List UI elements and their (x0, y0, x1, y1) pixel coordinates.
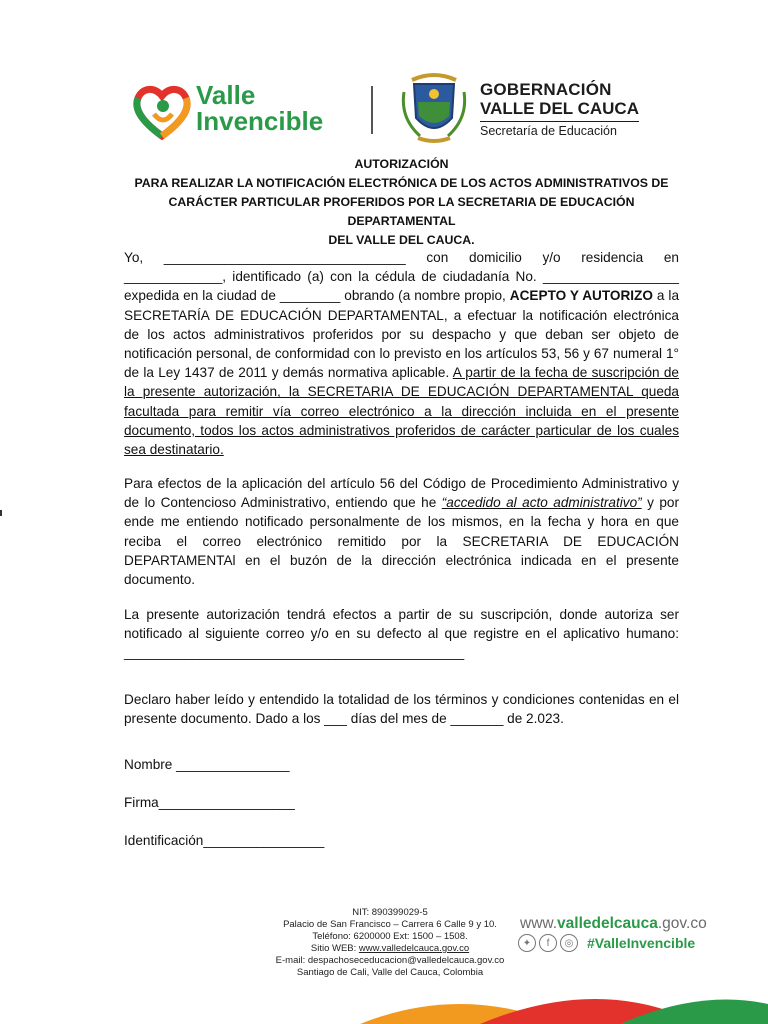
title-line-1: AUTORIZACIÓN (354, 157, 449, 171)
facebook-icon[interactable]: f (539, 934, 557, 952)
gov-line-3: Secretaría de Educación (480, 121, 639, 138)
title-line-2: PARA REALIZAR LA NOTIFICACIÓN ELECTRÓNICA DE LOS ACTOS ADMINISTRATIVOS DE (134, 176, 669, 190)
hashtag: #ValleInvencible (587, 935, 696, 951)
footer-nit: NIT: 890399029-5 (352, 907, 428, 918)
para2-italic: “accedido al acto administrativo” (441, 495, 642, 511)
heart-logo-icon (132, 84, 192, 140)
email-paragraph: La presente autorización tendrá efectos a partir de su suscripción, donde autoriza ser notificado al siguiente correo y/o en su defecto al que registre en el aplicativo humano: _____________________________________________ (124, 607, 679, 661)
footer-web (240, 943, 540, 955)
authorization-paragraph (124, 248, 679, 459)
coat-of-arms-icon (398, 72, 470, 146)
signature-field: Firma__________________ (124, 795, 295, 810)
footer-web-label: Sitio WEB: (310, 943, 359, 954)
notification-paragraph (124, 474, 679, 589)
para1-bold: ACEPTO Y AUTORIZO (509, 288, 653, 304)
site-url-prefix: www. (520, 915, 558, 932)
gov-line-2: VALLE DEL CAUCA (480, 99, 639, 118)
footer-city: Santiago de Cali, Valle del Cauca, Colombia (296, 967, 484, 978)
site-url-bold: valledelcauca (557, 915, 658, 932)
valle-invencible-logo (132, 78, 352, 142)
gov-line-1: GOBERNACIÓN (480, 80, 612, 99)
instagram-icon[interactable]: ◎ (560, 934, 578, 952)
logo-line-2: Invencible (196, 106, 324, 136)
footer-email: E-mail: despachoseceducacion@valledelcauca.gov.co (275, 955, 505, 966)
para1-text-a: Yo, ________________________________ con domicilio y/o residencia en _____________, identificado (a) con la cédula de ciudadanía No. __________________ expedida en la ciudad de ________ obrando (a nombre propio, (124, 250, 679, 304)
declaration-paragraph: Declaro haber leído y entendido la totalidad de los términos y condiciones contenidas en el presente documento. Dado a los ___ días del mes de _______ de 2.023. (124, 692, 679, 727)
para2-text-b: y por ende me entiendo notificado personalmente de los mismos, en la fecha y hora en que reciba el correo electrónico remitido por la SECRETARIA DE EDUCACIÓN DEPARTAMENTAl en el buzón de la dirección electrónica indicada en el presente documento. (124, 495, 680, 588)
margin-mark (0, 510, 2, 516)
government-heading (480, 80, 639, 138)
footer-address: Palacio de San Francisco – Carrera 6 Calle 9 y 10. (283, 919, 497, 930)
twitter-icon[interactable]: ✦ (518, 934, 536, 952)
logo-line-1: Valle (196, 80, 256, 110)
decorative-waves (0, 964, 768, 1024)
title-line-4: DEL VALLE DEL CAUCA. (328, 233, 475, 247)
para2-text-a: Para efectos de la aplicación del artículo 56 del Código de Procedimiento Administrativo y de lo Contencioso Administrativo, entiendo que he (124, 476, 679, 511)
logo-divider (371, 86, 373, 134)
document-title (124, 155, 679, 250)
footer-web-link[interactable]: www.valledelcauca.gov.co (358, 943, 470, 954)
site-url[interactable] (520, 915, 707, 933)
site-url-suffix: .gov.co (657, 915, 707, 932)
footer-phone: Teléfono: 6200000 Ext: 1500 – 1508. (312, 931, 468, 942)
name-field: Nombre _______________ (124, 757, 290, 772)
para1-underlined: A partir de la fecha de suscripción de la presente autorización, la SECRETARIA DE EDUCACIÓN DEPARTAMENTAL queda facultada para remitir vía correo electrónico a la dirección incluida en el presente documento, todos los actos administrativos proferidos de carácter particular de los cuales sea destinatario. (124, 365, 679, 458)
logo-wordmark (196, 82, 323, 134)
title-line-3: CARÁCTER PARTICULAR PROFERIDOS POR LA SECRETARIA DE EDUCACIÓN DEPARTAMENTAL (168, 195, 635, 228)
social-links (518, 933, 695, 953)
para1-text-b: a la SECRETARÍA DE EDUCACIÓN DEPARTAMENTAL, a efectuar la notificación electrónica de los actos administrativos proferidos por su despacho y que deban ser objeto de notificación personal, de conformidad con lo previsto en los artículos 53, 56 y 67 numeral 1° de la Ley 1437 de 2011 y demás normativa aplicable. (124, 288, 680, 381)
id-field: Identificación________________ (124, 833, 325, 848)
